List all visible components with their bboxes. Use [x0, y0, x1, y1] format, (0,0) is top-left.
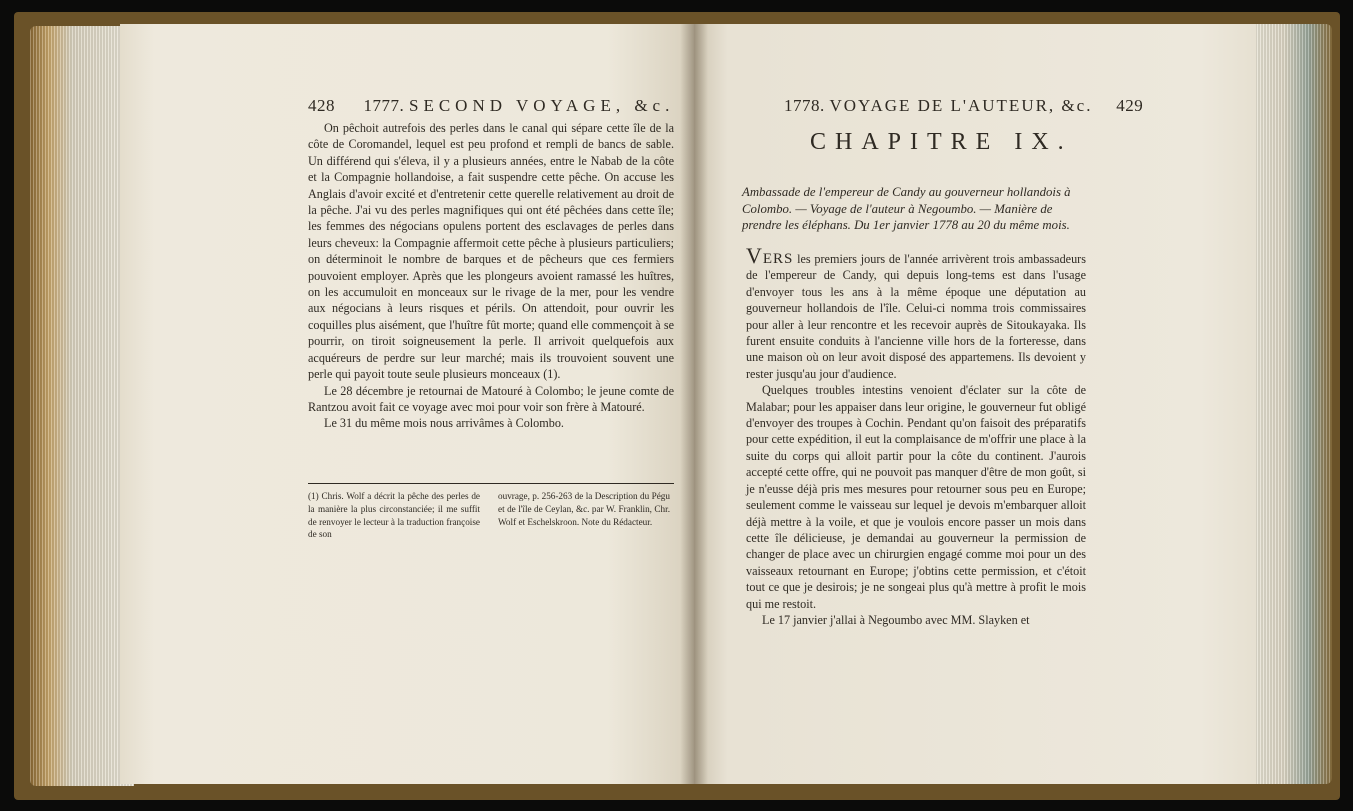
- footnotes: [308, 490, 674, 541]
- left-page-stack: [30, 26, 134, 786]
- right-page-number: 429: [1116, 96, 1144, 115]
- right-running-head: [784, 96, 1143, 116]
- chapter-summary: Ambassade de l'empereur de Candy au gouverneur hollandois à Colombo. — Voyage de l'auteur à Negoumbo. — Manière de prendre les éléphans. Du 1er janvier 1778 au 20 du même mois.: [742, 185, 1071, 232]
- footnote-column-2: ouvrage, p. 256-263 de la Description du Pégu et de l'île de Ceylan, &c. par W. Franklin, Chr. Wolf et Eschelskroon. Note du Rédacteur.: [498, 491, 670, 527]
- right-paragraph-1: [746, 243, 1086, 382]
- left-paragraph-3: Le 31 du même mois nous arrivâmes à Colombo.: [324, 416, 564, 431]
- left-running-head: [308, 96, 674, 116]
- footnote-column-1: (1) Chris. Wolf a décrit la pêche des perles de la manière la plus circonstanciée; il me suffit de renvoyer le lecteur à la traduction françoise de son: [308, 491, 480, 540]
- left-page-number: 428: [308, 96, 335, 115]
- right-body-text: [746, 243, 1086, 628]
- right-header-title: VOYAGE DE L'AUTEUR, &c.: [829, 96, 1093, 115]
- left-paragraph-1: On pêchoit autrefois des perles dans le canal qui sépare cette île de la côte de Coromandel, lequel est peu profond et rempli de bancs de sable. Un différend qui s'éleva, il y a plusieurs années, entre le Nabab de la côte et la Compagnie hollandoise, a fait suspendre cette pêche. On accuse les Anglais d'avoir excité et d'entretenir cette querelle relativement au droit de la pêche. J'ai vu des perles magnifiques qui ont été pêchées dans cette île; les femmes des négocians opulens portent des esclavages de perles dans leurs cheveux: la Compagnie affermoit cette pêche à plusieurs particuliers; on déterminoit le nombre de barques et de pêcheurs que ces fermiers pouvoient employer. Après que les plongeurs avoient ramassé les huîtres, on les accumuloit en monceaux sur le rivage de la mer, pour les vendre aux négocians à leurs risques et périls. On attendoit, pour ouvrir les coquilles plus aisément, que l'huître fût morte; quand elle commençoit à se pourrir, on tiroit soigneusement la perle. Il arrivoit quelquefois aux acquéreurs de perdre sur leur marché; mais ils trouvoient souvent une perle qui payoit toute seule plusieurs monceaux (1).: [308, 121, 674, 382]
- right-paragraph-1-text: les premiers jours de l'année arrivèrent trois ambassadeurs de l'empereur de Candy, qui depuis long-tems est dans l'usage d'envoyer tous les ans à la même époque une députation au gouverneur hollandois de l'île. Celui-ci nomma trois commissaires pour aller à leur rencontre et les recevoir auprès de Sitoukayaka. Ils furent ensuite conduits à l'ancienne ville hors de la forteresse, dans une maison où on leur avoit disposé des appartemens. Ils devoient y rester jusqu'au jour d'audience.: [746, 252, 1086, 381]
- left-header-year: 1777.: [363, 96, 405, 115]
- right-page: [694, 24, 1256, 784]
- drop-word: Vers: [746, 243, 794, 268]
- right-header-year: 1778.: [784, 96, 825, 115]
- left-body-text: [308, 120, 674, 432]
- left-header-title: SECOND VOYAGE, &c.: [409, 96, 675, 115]
- footnote-rule: [308, 483, 674, 484]
- right-paragraph-2: Quelques troubles intestins venoient d'éclater sur la côte de Malabar; pour les appaiser dans leur origine, le gouverneur fut obligé d'envoyer des troupes à Cochin. Pendant qu'on faisoit des préparatifs pour cette expédition, il eut la complaisance de m'offrir une place à la suite du corps qui alloit partir pour la côte du continent. J'aurois accepté cette offre, qui ne pouvoit pas manquer d'être de mon goût, si je n'eusse déjà pris mes mesures pour retourner sous peu en Europe; seulement comme le vaisseau sur lequel je devois m'embarquer alloit déjà mettre à la voile, et que je voulois encore passer un mois dans cette île délicieuse, je demandai au gouverneur la permission de changer de place avec un chirurgien engagé comme moi pour un des vaisseaux retournant en Europe; j'obtins cette permission, et c'étoit tout ce que je desirois; je ne songeai plus qu'à mettre à profit le mois qui me restoit.: [746, 383, 1086, 611]
- right-paragraph-3: Le 17 janvier j'allai à Negoumbo avec MM. Slayken et: [762, 612, 1030, 627]
- chapter-title: CHAPITRE IX.: [810, 129, 1073, 155]
- left-paragraph-2: Le 28 décembre je retournai de Matouré à Colombo; le jeune comte de Rantzou avoit fait ce voyage avec moi pour voir son frère à Matouré.: [308, 383, 674, 414]
- left-page: [120, 24, 694, 784]
- book-gutter: [680, 24, 708, 784]
